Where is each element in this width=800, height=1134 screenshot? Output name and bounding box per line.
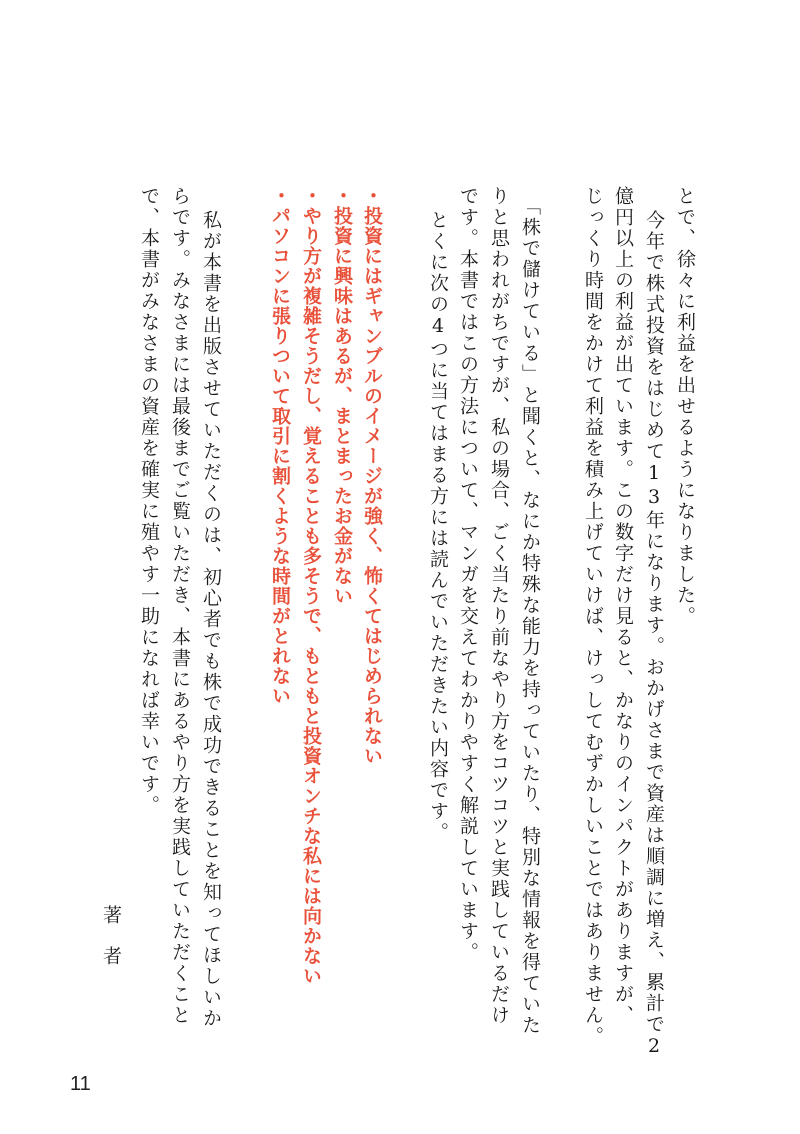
- paragraph-line: 「株で儲けている」と聞くと、なにか特殊な能力を持っていたり、特別な情報を得ていた: [519, 196, 541, 1036]
- paragraph-line: 億円以上の利益が出ています。この数字だけ見ると、かなりのインパクトがありますが、: [612, 186, 634, 1026]
- paragraph-line: で、本書がみなさまの資産を確実に殖やす一助になれば幸いです。: [138, 186, 160, 816]
- paragraph-line: 今年で株式投資をはじめて13年になります。おかげさまで資産は順調に増え、累計で2: [643, 210, 665, 1059]
- bullet-item: ・パソコンに張りついて取引に割くような時間がとれない: [269, 186, 291, 706]
- bullet-item: ・投資にはギャンブルのイメージが強く、怖くてはじめられない: [361, 186, 383, 766]
- paragraph-line: 私が本書を出版させていただくのは、初心者でも株で成功できることを知ってほしいか: [200, 210, 222, 1029]
- paragraph-line: とくに次の4つに当てはまる方には読んでいただきたい内容です。: [427, 210, 449, 843]
- page-number: 11: [70, 1073, 91, 1095]
- paragraph-line: じっくり時間をかけて利益を積み上げていけば、けっしてむずかしいことではありません。: [582, 186, 604, 1047]
- bullet-item: ・やり方が複雑そうだし、覚えることも多そうで、もともと投資オンチな私には向かない: [300, 186, 322, 986]
- paragraph-line: らです。みなさまには最後までご覧いただき、本書にあるやり方を実践していただくこと: [169, 186, 191, 1026]
- author-signature: 著者: [100, 905, 122, 987]
- paragraph-line: とで、徐々に利益を出せるようになりました。: [674, 186, 696, 627]
- paragraph-line: です。本書ではこの方法について、マンガを交えてわかりやすく解説しています。: [457, 186, 479, 963]
- paragraph-line: りと思われがちですが、私の場合、ごく当たり前なやり方をコツコツと実践しているだけ: [488, 186, 510, 1026]
- bullet-item: ・投資に興味はあるが、まとまったお金がない: [331, 186, 353, 606]
